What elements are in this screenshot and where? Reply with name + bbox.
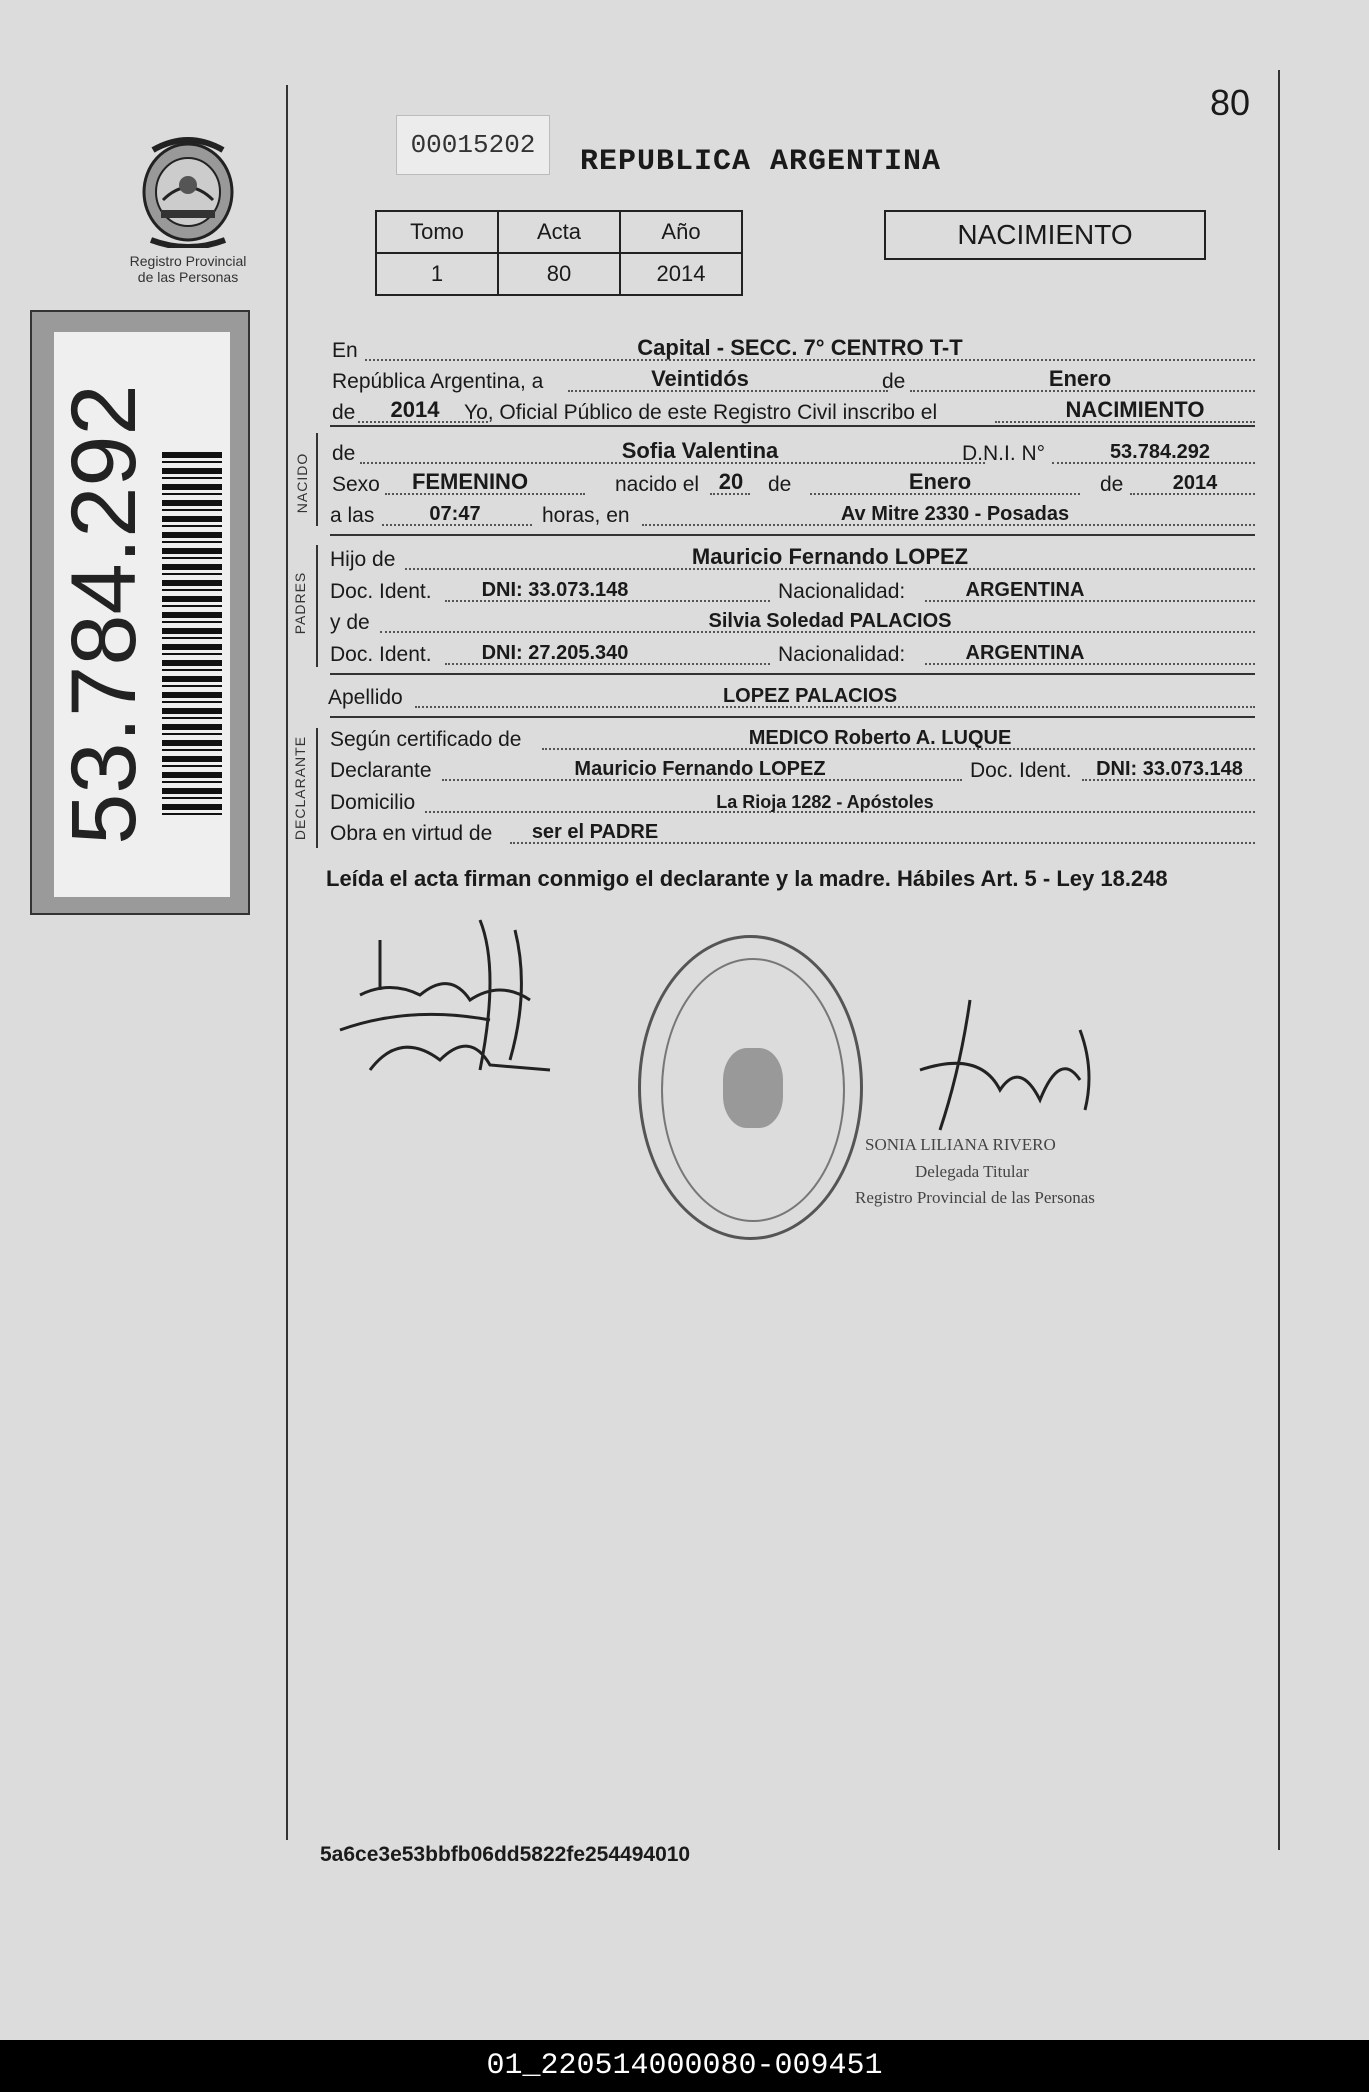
declarante-line-2 (330, 757, 1255, 787)
apellido-value: LOPEZ PALACIOS (722, 685, 898, 707)
padres-line-2 (330, 578, 1255, 608)
label-de-year: de (332, 401, 356, 424)
act-type-box: NACIMIENTO (884, 210, 1206, 260)
obra-value: ser el PADRE (531, 821, 659, 843)
padres-line-4 (330, 641, 1255, 671)
nacido-line-2 (330, 471, 1255, 501)
official-name: SONIA LILIANA RIVERO (865, 1135, 1056, 1154)
cell-tomo: 1 (376, 253, 498, 295)
col-header-anio: Año (620, 211, 742, 253)
serial-number: 00015202 (396, 115, 550, 175)
month-value: Enero (1048, 366, 1112, 391)
apellido-line (330, 684, 1255, 714)
label-de-mes: de (768, 473, 792, 496)
nacido-line-3 (330, 502, 1255, 532)
label-doc-ident-mother: Doc. Ident. (330, 643, 432, 666)
declarante-value: Mauricio Fernando LOPEZ (574, 758, 826, 780)
birth-time: 07:47 (429, 503, 481, 525)
label-nacionalidad-father: Nacionalidad: (778, 580, 906, 603)
mother-name: Silvia Soledad PALACIOS (708, 610, 952, 632)
mother-doc: DNI: 27.205.340 (481, 642, 629, 664)
label-segun-certificado: Según certificado de (330, 728, 522, 751)
label-horas-en: horas, en (542, 504, 630, 527)
place-value: Capital - SECC. 7° CENTRO T-T (637, 335, 963, 360)
label-doc-ident-father: Doc. Ident. (330, 580, 432, 603)
child-dni: 53.784.292 (1109, 441, 1211, 463)
official-role: Delegada Titular (915, 1162, 1029, 1181)
label-a-las: a las (330, 504, 375, 527)
declarante-doc: DNI: 33.073.148 (1096, 758, 1243, 780)
label-apellido: Apellido (328, 686, 403, 709)
label-de: de (882, 370, 906, 393)
barcode-panel (30, 310, 250, 915)
col-header-tomo: Tomo (376, 211, 498, 253)
sexo-value: FEMENINO (411, 469, 529, 494)
mother-nationality: ARGENTINA (965, 642, 1085, 664)
birth-place: Av Mitre 2330 - Posadas (840, 503, 1070, 525)
official-signature (880, 990, 1120, 1150)
child-name: Sofia Valentina (621, 438, 779, 463)
label-en: En (332, 339, 358, 362)
inscribe-value: NACIMIENTO (1065, 397, 1205, 422)
label-obra: Obra en virtud de (330, 822, 493, 845)
section-nacido: NACIDO (294, 452, 310, 514)
label-declarante: Declarante (330, 759, 432, 782)
section-padres: PADRES (292, 571, 308, 635)
domicilio-value: La Rioja 1282 - Apóstoles (716, 792, 934, 812)
label-y-de: y de (330, 611, 370, 634)
padres-line-3 (330, 609, 1255, 639)
label-nacionalidad-mother: Nacionalidad: (778, 643, 906, 666)
nacido-line-1 (330, 440, 1255, 470)
birth-year: 2014 (1172, 472, 1218, 494)
col-header-acta: Acta (498, 211, 620, 253)
father-doc: DNI: 33.073.148 (481, 579, 629, 601)
registry-table (375, 210, 743, 296)
label-domicilio: Domicilio (330, 791, 416, 814)
closing-statement: Leída el acta firman conmigo el declarante y la madre. Hábiles Art. 5 - Ley 18.248 (326, 866, 1168, 891)
registry-stamp (638, 935, 863, 1240)
father-nationality: ARGENTINA (965, 579, 1085, 601)
misiones-emblem-icon (133, 130, 243, 248)
logo-text-1: Registro Provincial (129, 253, 247, 269)
birth-day: 20 (718, 469, 744, 494)
left-margin-rule (286, 85, 288, 1840)
registry-logo (128, 130, 248, 285)
year-value: 2014 (390, 397, 440, 422)
certificado-value: MEDICO Roberto A. LUQUE (748, 727, 1012, 749)
intro-line-1 (330, 337, 1255, 367)
label-de-nombre: de (332, 442, 356, 465)
label-sexo: Sexo (332, 473, 380, 496)
label-doc-ident-declarante: Doc. Ident. (970, 759, 1072, 782)
declarante-line-4 (330, 820, 1255, 850)
label-oficial: Yo, Oficial Público de este Registro Civil inscribo el (464, 401, 938, 424)
father-name: Mauricio Fernando LOPEZ (691, 544, 969, 569)
label-hijo-de: Hijo de (330, 548, 396, 571)
cell-anio: 2014 (620, 253, 742, 295)
official-office: Registro Provincial de las Personas (855, 1188, 1095, 1207)
declarante-line-3 (330, 789, 1255, 819)
footer-code: 01_220514000080-009451 (0, 2040, 1369, 2092)
barcode-bars (162, 452, 222, 817)
label-de-anio: de (1100, 473, 1124, 496)
birth-month: Enero (908, 469, 972, 494)
declarante-line-1 (330, 726, 1255, 756)
day-words-value: Veintidós (651, 366, 749, 391)
section-declarante: DECLARANTE (292, 735, 308, 841)
logo-text-2: de las Personas (137, 269, 239, 285)
label-nacido-el: nacido el (615, 473, 700, 496)
intro-line-2 (330, 368, 1255, 398)
document-hash: 5a6ce3e53bbfb06dd5822fe254494010 (320, 1843, 691, 1866)
right-margin-rule (1278, 70, 1280, 1850)
barcode-number: 53.784.292 (53, 384, 155, 845)
label-republica: República Argentina, a (332, 370, 544, 393)
label-dni: D.N.I. N° (962, 442, 1046, 465)
stamp-portrait-icon (723, 1048, 783, 1128)
declarant-signature (330, 910, 560, 1115)
padres-line-1 (330, 546, 1255, 576)
page-number: 80 (1210, 82, 1251, 123)
country-title: REPUBLICA ARGENTINA (580, 145, 942, 179)
cell-acta: 80 (498, 253, 620, 295)
